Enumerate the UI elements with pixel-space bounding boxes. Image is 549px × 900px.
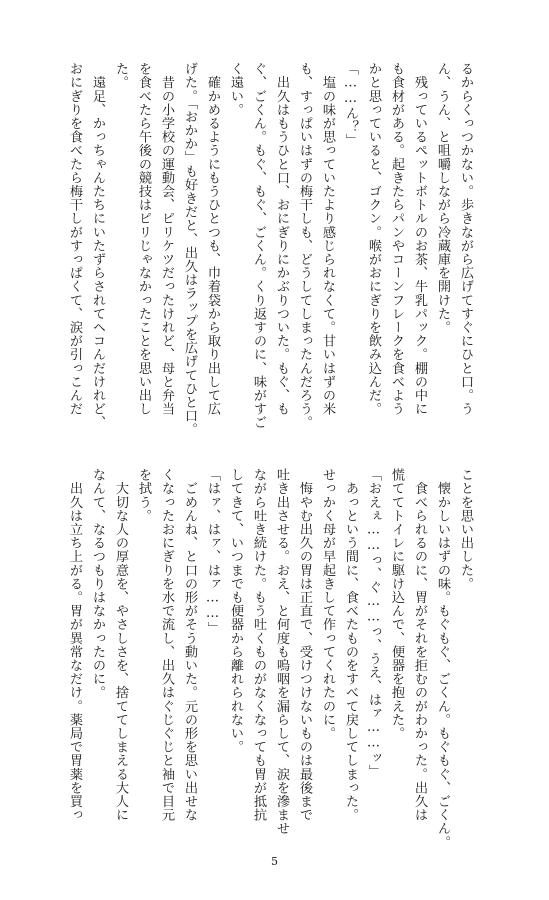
page-number: 5: [271, 855, 278, 868]
text-block-top: [67, 62, 477, 437]
bottom-line: 吐き出させる。おえ、と何度も嗚咽を漏らして、涙を滲ませ: [274, 468, 289, 836]
text-block-bottom: [67, 468, 477, 849]
top-line: げた。「おかか」も好きだと、出久はラップを広げてひと口。: [182, 62, 197, 437]
bottom-line: ことを思い出した。: [458, 468, 473, 591]
top-line: 塩の味が思っていたより感じられなくて。甘いはずの米: [320, 62, 335, 416]
bottom-line: 慌ててトイレに駆け込んで、便器を抱えた。: [389, 468, 404, 740]
bottom-line: ながら吐き続けた。もう吐くものがなくなっても胃が抵抗: [251, 468, 266, 822]
bottom-line: なんて、なるつもりはなかったのに。: [90, 468, 105, 700]
top-line: も、すっぱいはずの梅干しも、どうしてしまったんだろう。: [297, 62, 312, 430]
bottom-line: せっかく母が早起きして作ってくれたのに。: [320, 468, 335, 740]
top-line: も食材がある。起きたらパンやコーンフレークを食べよう: [389, 62, 404, 416]
bottom-line: 大切な人の厚意を、やさしさを、捨ててしまえる大人に: [113, 468, 128, 822]
top-line: ん、うん、と咀嚼しながら冷蔵庫を開けた。: [435, 62, 450, 334]
bottom-line: 「おえぇ……っ、ぐ……っ、うえ、はァ……ッ」: [366, 468, 381, 778]
bottom-line: あっという間に、食べたものをすべて戻してしまった。: [343, 468, 358, 822]
top-line: を食べたら午後の競技はピリじゃなかったことを思い出し: [136, 62, 151, 416]
top-line: おにぎりを食べたら梅干しがすっぱくて、涙が引っこんだ: [67, 62, 82, 416]
top-line: 遠足、かっちゃんたちにいたずらされてヘコんだけれど、: [90, 62, 105, 430]
top-line: 確かめるようにもうひとつも、巾着袋から取り出して広: [205, 62, 220, 416]
bottom-line: 懐かしいはずの味。もぐもぐ、ごくん。もぐもぐ、ごくん。: [435, 468, 450, 849]
top-line: るからくっつかない。歩きながら広げてすぐにひと口。う: [458, 62, 473, 416]
bottom-line: 食べられるのに、胃がそれを拒むのがわかった。出久は: [412, 468, 427, 822]
bottom-line: 出久は立ち上がる。胃が異常なだけ。薬局で胃薬を買っ: [67, 468, 82, 822]
top-line: 残っているペットボトルのお茶、牛乳パック。棚の中に: [412, 62, 427, 416]
top-line: かと思っていると、ゴクン。喉がおにぎりを飲み込んだ。: [366, 62, 381, 416]
top-line: 「……ん？」: [343, 62, 358, 148]
bottom-line: 「はァ、はァ、はァ……」: [205, 468, 220, 635]
top-line: く遠い。: [228, 62, 243, 117]
top-line: ぐ、ごくん。もぐ、もぐ、ごくん。くり返すのに、味がすご: [251, 62, 266, 430]
bottom-line: を拭う。: [136, 468, 151, 523]
top-line: 昔の小学校の運動会、ピリケツだったけれど、母と弁当: [159, 62, 174, 416]
bottom-line: くなったおにぎりを水で流し、出久はぐじぐじと袖で目元: [159, 468, 174, 822]
top-line: た。: [113, 62, 128, 90]
top-line: 出久はもうひと口、おにぎりにかぶりついた。もぐ、も: [274, 62, 289, 416]
bottom-line: してきて、いつまでも便器から離れられない。: [228, 468, 243, 754]
bottom-line: 悔やむ出久の胃は正直で、受けつけないものは最後まで: [297, 468, 312, 822]
bottom-line: ごめんね、と口の形がそう動いた。元の形を思い出せな: [182, 468, 197, 822]
